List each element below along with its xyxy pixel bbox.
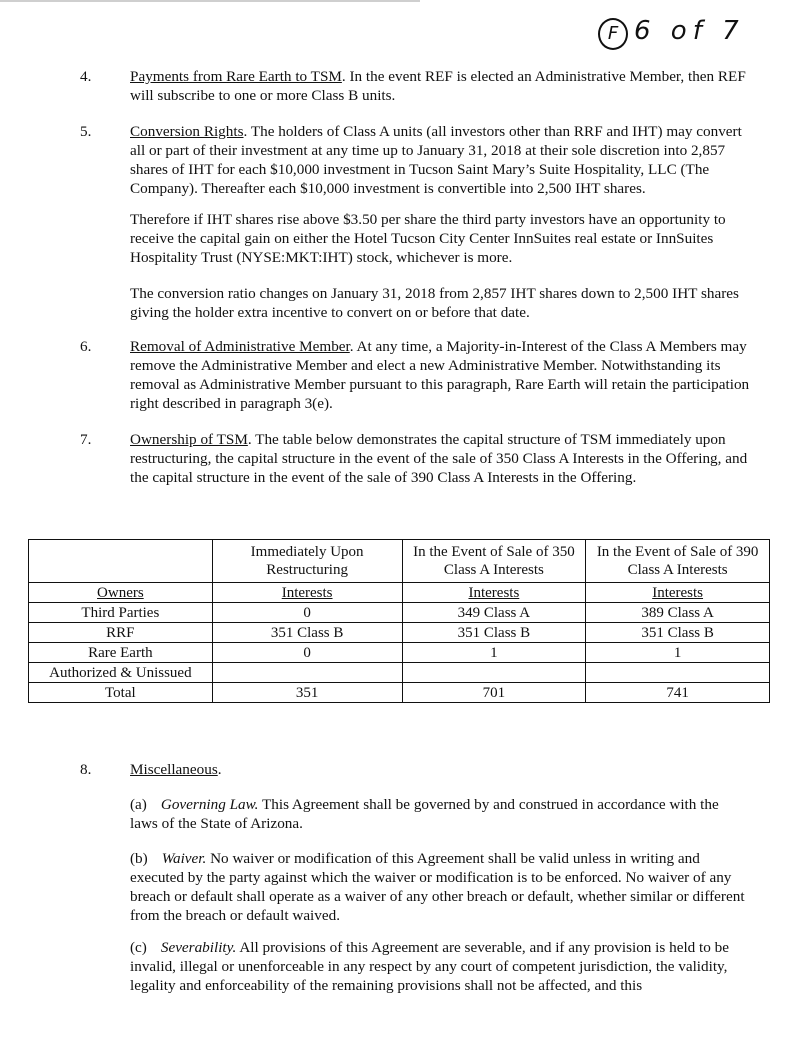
table-cell: 351 Class B [212,623,402,643]
table-header-cell [29,540,213,583]
section-text: . In the event REF is elected an Administrative Member, then REF will subscribe to one or more Class B units. [130,68,746,104]
table-cell: 0 [212,643,402,663]
clause-label: (b) [130,850,148,867]
section-text: . [217,761,222,778]
table-cell: Third Parties [29,603,213,623]
clause-title: Governing Law. [160,796,259,813]
clause-text: This Agreement shall be governed by and construed in accordance with the laws of the State of Arizona. [130,796,719,832]
table-cell: RRF [29,623,213,643]
misc-clause-a [130,795,750,833]
section-body [130,430,750,487]
table-cell [586,663,770,683]
table-subheader-cell: Owners [29,583,213,603]
table-total-row [29,683,770,703]
table-cell: Total [29,683,213,703]
section-text: . The holders of Class A units (all investors other than RRF and IHT) may convert all or part of their investment at any time up to January 31, 2018 at their sole discretion into 2,857 shares of IHT for each $10,000 investment in Tucson Saint Mary’s Suite Hospitality, LLC (The Company). Thereafter each $10,000 investment is convertible into 2,500 IHT shares. [130,123,742,197]
clause-text: All provisions of this Agreement are severable, and if any provision is held to be invalid, illegal or unenforceable in any respect by any court of competent jurisdiction, the validity, legality and enforceability of the remaining provisions shall not be affected, and this [130,939,730,994]
table-header-cell: In the Event of Sale of 350 Class A Interests [402,540,586,583]
table-row [29,643,770,663]
circled-letter: F [598,18,628,50]
section-number: 6. [80,338,92,355]
section-number: 7. [80,431,92,448]
section-body [130,122,750,198]
table-cell: Rare Earth [29,643,213,663]
table-cell: 741 [586,683,770,703]
table-header-cell: Immediately Upon Restructuring [212,540,402,583]
table-subheader-cell: Interests [212,583,402,603]
section-heading: Payments from Rare Earth to TSM [130,68,342,85]
table-subheader-cell: Interests [402,583,586,603]
table-subheader-cell: Interests [586,583,770,603]
table-cell: 351 [212,683,402,703]
section-body [130,760,750,779]
section-heading: Miscellaneous [130,761,218,778]
table-cell: 351 Class B [402,623,586,643]
misc-clause-b [130,849,750,925]
table-cell: 1 [586,643,770,663]
table-header-row [29,540,770,583]
table-cell: 349 Class A [402,603,586,623]
conversion-paragraph-3: The conversion ratio changes on January 31, 2018 from 2,857 IHT shares down to 2,500 IHT shares giving the holder extra incentive to convert on or before that date. [130,285,739,321]
table-row [29,603,770,623]
section-heading: Conversion Rights [130,123,244,140]
table-cell [402,663,586,683]
page-count-note: 6 of 7 [634,16,745,46]
section-body [130,337,750,413]
misc-clause-c [130,938,750,995]
table-cell: 1 [402,643,586,663]
section-number: 8. [80,761,92,778]
clause-label: (c) [130,939,147,956]
table-cell [212,663,402,683]
table-cell: Authorized & Unissued [29,663,213,683]
table-cell: 701 [402,683,586,703]
table-cell: 0 [212,603,402,623]
table-cell: 351 Class B [586,623,770,643]
section-number: 4. [80,68,92,85]
section-heading: Removal of Administrative Member [130,338,350,355]
capital-structure-table [28,539,770,703]
clause-title: Severability. [160,939,237,956]
table-row [29,663,770,683]
section-heading: Ownership of TSM [130,431,248,448]
scan-edge-line [0,0,420,2]
section-number: 5. [80,123,92,140]
table-subheader-row [29,583,770,603]
table-header-cell: In the Event of Sale of 390 Class A Interests [586,540,770,583]
handwritten-page-mark [598,18,745,50]
clause-title: Waiver. [161,850,207,867]
table-cell: 389 Class A [586,603,770,623]
section-text: . The table below demonstrates the capital structure of TSM immediately upon restructuring, the capital structure in the event of the sale of 350 Class A Interests in the Offering, and the capital structure in the event of the sale of 390 Class A Interests in the Offering. [130,431,748,486]
clause-text: No waiver or modification of this Agreement shall be valid unless in writing and executed by the party against which the waiver or modification is to be enforced. No waiver of any breach or default shall operate as a waiver of any other breach or default, whether similar or different from the breach or default waived. [130,850,745,924]
table-row [29,623,770,643]
section-body [130,67,750,105]
section-text: . At any time, a Majority-in-Interest of the Class A Members may remove the Administrative Member and elect a new Administrative Member. Notwithstanding its removal as Administrative Member pursuant to this paragraph, Rare Earth will retain the participation right described in paragraph 3(e). [130,338,750,412]
clause-label: (a) [130,796,147,813]
conversion-paragraph-2: Therefore if IHT shares rise above $3.50 per share the third party investors have an opportunity to receive the capital gain on either the Hotel Tucson City Center InnSuites real estate or InnSuites Hospitality Trust (NYSE:MKT:IHT) stock, whichever is more. [130,211,726,266]
